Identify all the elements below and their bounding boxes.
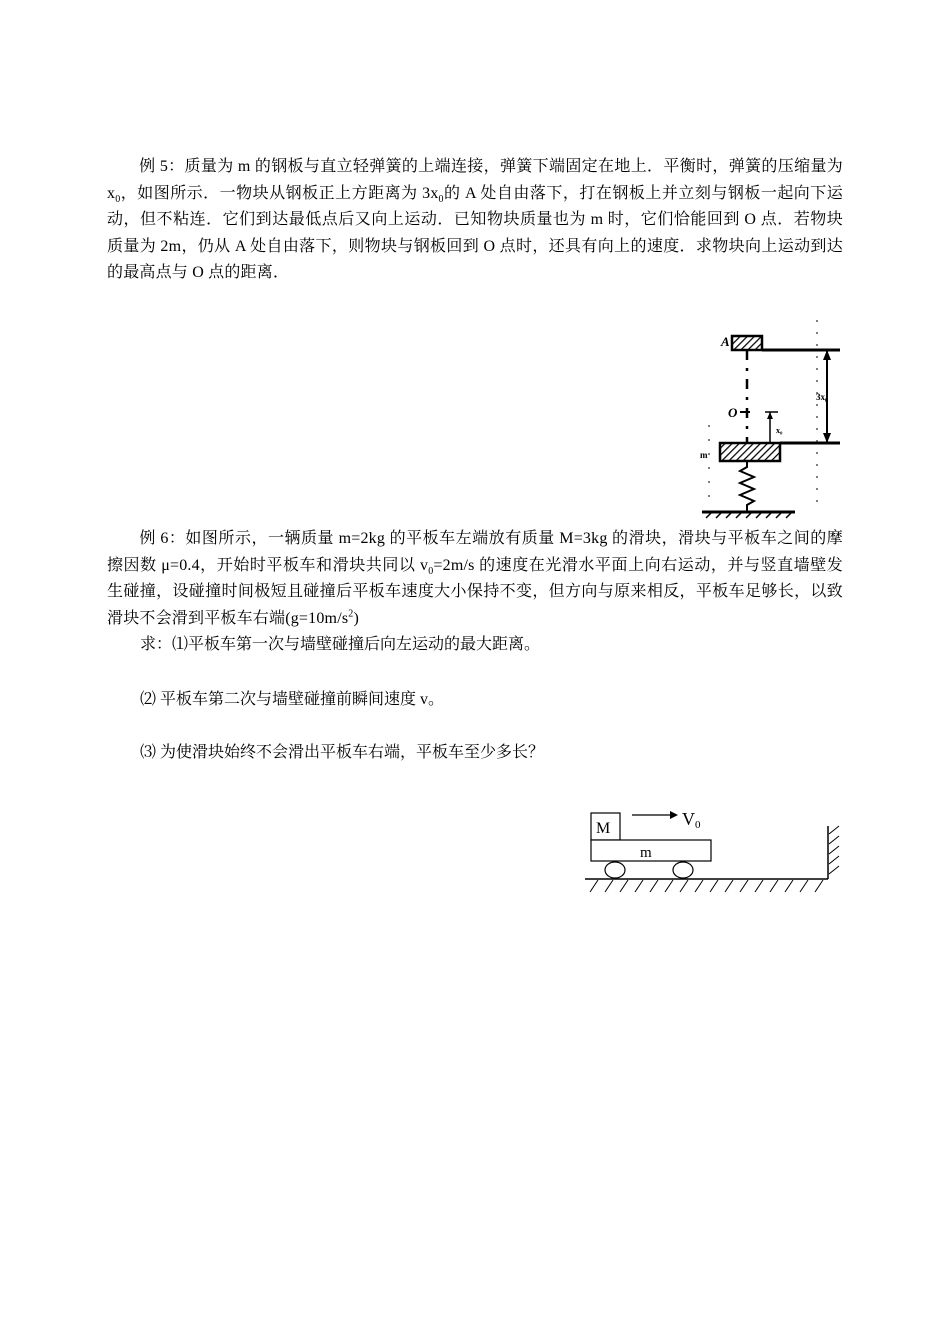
spring: [740, 461, 754, 511]
label-3x0: 3x₀: [816, 392, 828, 402]
label-x0: x₀: [776, 426, 783, 435]
label-m: m: [700, 450, 708, 460]
label-o: O: [728, 405, 738, 420]
block-a: [732, 336, 762, 350]
question-3: ⑶ 为使滑块始终不会滑出平板车右端，平板车至少多长？: [140, 744, 545, 761]
label-v0: V0: [682, 809, 701, 831]
question-2: ⑵ 平板车第二次与墙壁碰撞前瞬间速度 v。: [140, 691, 445, 708]
label-a: A: [721, 334, 730, 349]
left-wheel: [605, 862, 625, 878]
question-1: 求：⑴平板车第一次与墙壁碰撞后向左运动的最大距离。: [140, 636, 541, 653]
spring-plate-figure: [690, 315, 850, 525]
example-6-text: 例 6：如图所示，一辆质量 m=2kg 的平板车左端放有质量 M=3kg 的滑块，滑块与平板车之间的摩擦因数 μ=0.4，开始时平板车和滑块共同以 $v_0=2m/s$ 的速度在光滑水平面上向右运动，并与竖直墙壁发生碰撞，设碰撞时间极短且碰撞后平板车速度大小保持不变，但方向与原来相反，平板车足够长，以致滑块不会滑到平板车右端$(g=10m/s^2)$: [107, 530, 843, 627]
label-big-m: M: [596, 820, 611, 837]
cart-wall-figure: [580, 800, 850, 900]
example-5-text: 例 5：质量为 m 的钢板与直立轻弹簧的上端连接，弹簧下端固定在地上．平衡时，弹簧的压缩量为 $x_0$，如图所示．一物块从钢板正上方距离为 $3x_0$的 A 处自由落下，打在钢板上并立刻与钢板一起向下运动，但不粘连．它们到达最低点后又向上运动．已知物块质量也为 m 时，它们恰能回到 O 点．若物块质量为 2m，仍从 A 处自由落下，则物块与钢板回到 O 点时，还具有向上的速度．求物块向上运动到达的最高点与 O 点的距离．: [107, 158, 844, 281]
steel-plate: [720, 443, 780, 461]
label-small-m: m: [640, 845, 652, 861]
example-6-label: 例 6: [139, 530, 169, 547]
example-5-label: 例 5: [139, 158, 169, 175]
right-wheel: [673, 862, 693, 878]
